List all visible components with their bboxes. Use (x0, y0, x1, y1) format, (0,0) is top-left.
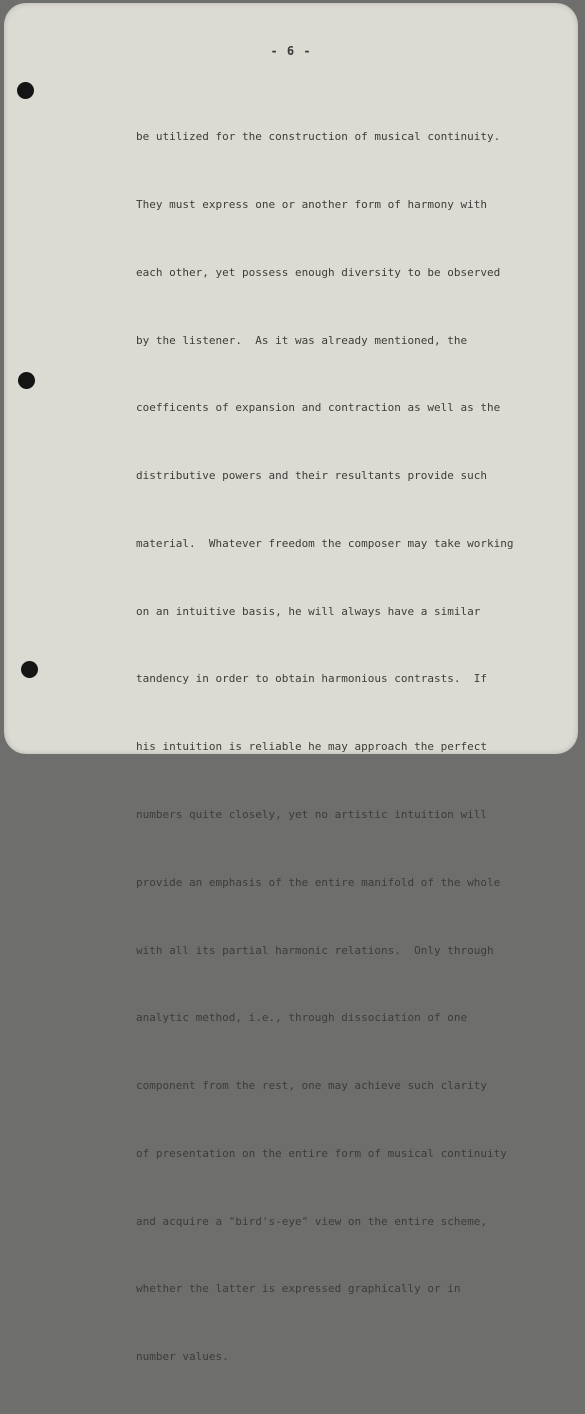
text-line: on an intuitive basis, he will always have a similar (136, 604, 481, 618)
text-line: provide an emphasis of the entire manifold of the whole (136, 875, 501, 889)
text-line: numbers quite closely, yet no artistic intuition will (136, 808, 487, 821)
typewritten-page (4, 3, 578, 1364)
text-line: be utilized for the construction of musical continuity. (136, 130, 501, 144)
text-line: component from the rest, one may achieve such clarity (136, 1079, 487, 1093)
text-line: with all its partial harmonic relations. Only through (136, 943, 494, 957)
text-line: and acquire a "bird's-eye" view on the entire scheme, (136, 1214, 487, 1228)
text-line: tandency in order to obtain harmonious contrasts. If (136, 672, 487, 686)
binder-hole-top (17, 82, 34, 99)
text-line: distributive powers and their resultants provide such (136, 469, 487, 483)
binder-hole-middle (18, 372, 35, 389)
text-line: whether the latter is expressed graphically or in (136, 1282, 461, 1296)
text-line: of presentation on the entire form of musical continuity (136, 1146, 507, 1160)
text-line: by the listener. As it was already mentioned, the (136, 333, 468, 347)
text-line: coefficents of expansion and contraction as well as the (136, 401, 501, 415)
body-paragraph (136, 81, 546, 1414)
binder-hole-bottom (21, 661, 38, 678)
text-line: They must express one or another form of harmony with (136, 197, 487, 211)
text-line: material. Whatever freedom the composer may take working (136, 536, 514, 550)
text-line: his intuition is reliable he may approach the perfect (136, 740, 487, 754)
text-line: analytic method, i.e., through dissociation of one (136, 1011, 468, 1025)
text-line: number values. (136, 1350, 229, 1364)
text-line: each other, yet possess enough diversity to be observed (136, 265, 501, 279)
page-number: - 6 - (270, 44, 312, 58)
